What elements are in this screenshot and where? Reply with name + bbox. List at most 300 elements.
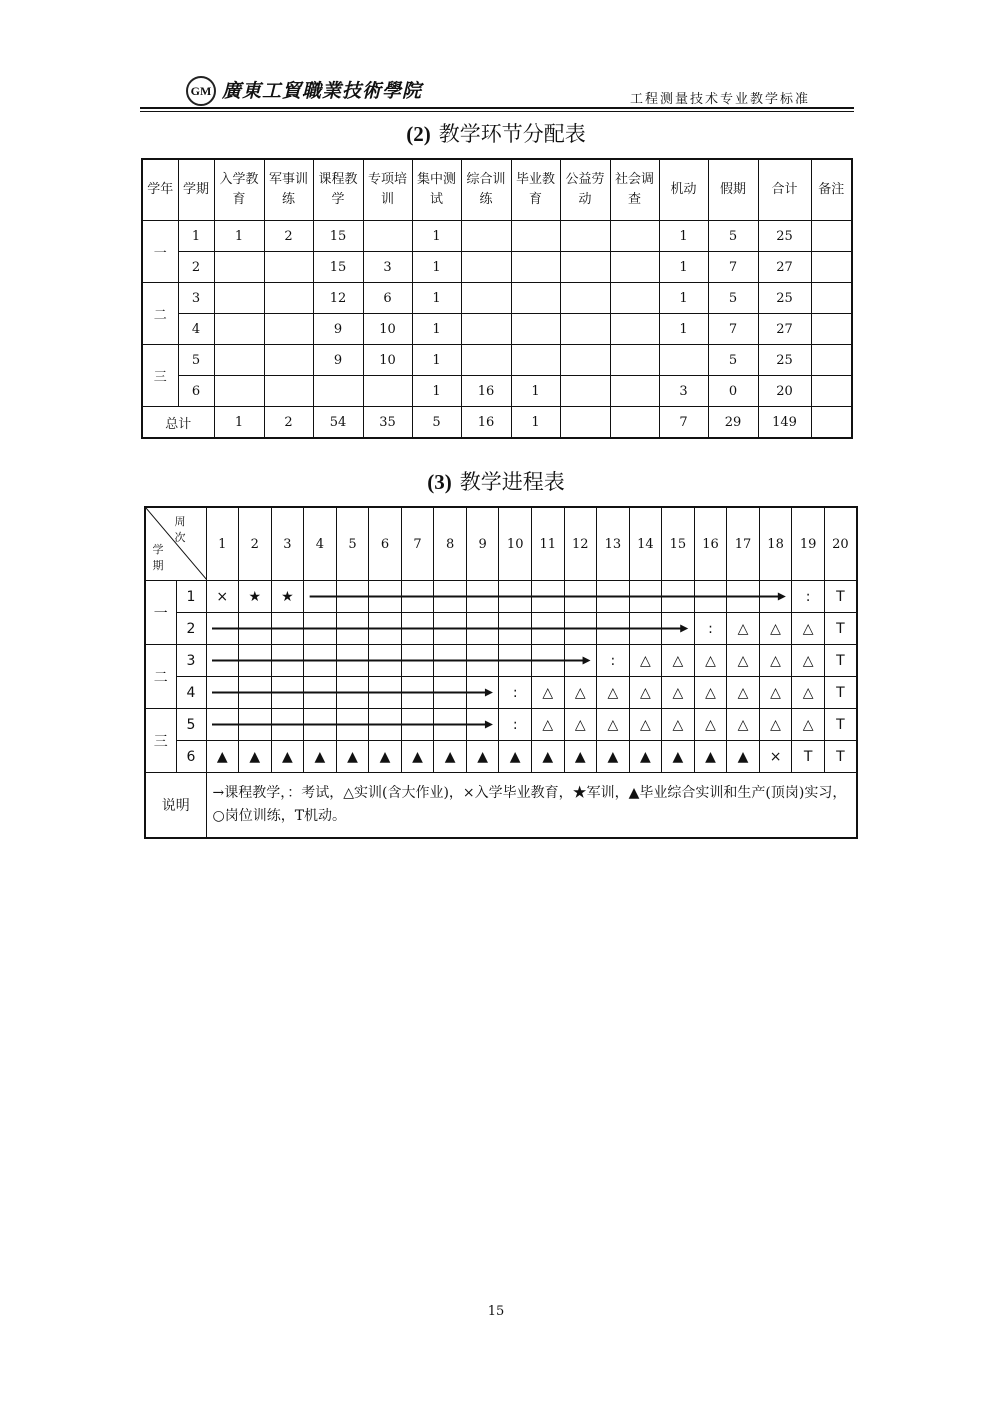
section2-heading: 教学环节分配表 xyxy=(438,122,586,146)
data-cell: 7 xyxy=(708,314,758,345)
header-rule-thin xyxy=(140,111,854,112)
week-cell xyxy=(531,613,564,645)
data-cell: 15 xyxy=(313,252,363,283)
year-cell: 三 xyxy=(142,345,178,407)
week-cell xyxy=(304,613,337,645)
data-cell: 1 xyxy=(412,345,461,376)
total-cell xyxy=(811,407,852,439)
data-cell xyxy=(264,376,313,407)
data-cell xyxy=(811,252,852,283)
term-cell: 1 xyxy=(176,581,206,613)
legend-text: →课程教学，：考试，△实训(含大作业)，×入学毕业教育，★军训，▲毕业综合实训和生产(顶岗)实习，○岗位训练，T机动。 xyxy=(206,773,857,839)
year-cell: 二 xyxy=(145,645,176,709)
data-cell xyxy=(560,314,610,345)
data-cell xyxy=(214,376,264,407)
term-cell: 5 xyxy=(176,709,206,741)
week-cell: ▲ xyxy=(531,741,564,773)
data-cell xyxy=(264,314,313,345)
week-cell: △ xyxy=(759,677,792,709)
week-cell: △ xyxy=(564,677,597,709)
week-cell: △ xyxy=(629,677,662,709)
data-cell xyxy=(811,314,852,345)
term-cell: 3 xyxy=(178,283,214,314)
week-header: 9 xyxy=(466,507,499,581)
school-name: 廣東工貿職業技術學院 xyxy=(222,80,423,102)
week-cell: △ xyxy=(597,709,630,741)
week-cell xyxy=(499,581,532,613)
week-header: 1 xyxy=(206,507,239,581)
week-cell: T xyxy=(824,709,857,741)
total-cell: 1 xyxy=(214,407,264,439)
data-cell xyxy=(511,252,560,283)
week-cell xyxy=(531,645,564,677)
data-cell xyxy=(461,283,511,314)
data-cell xyxy=(610,376,659,407)
week-cell xyxy=(336,613,369,645)
week-header: 19 xyxy=(792,507,825,581)
data-cell xyxy=(560,345,610,376)
section3-heading: 教学进程表 xyxy=(459,470,565,494)
week-cell: ▲ xyxy=(629,741,662,773)
data-cell xyxy=(610,221,659,252)
week-cell xyxy=(499,613,532,645)
total-cell: 149 xyxy=(758,407,811,439)
data-cell: 10 xyxy=(363,314,412,345)
week-cell xyxy=(564,645,597,677)
week-cell xyxy=(206,645,239,677)
week-cell: △ xyxy=(727,709,760,741)
week-cell xyxy=(401,677,434,709)
data-cell: 12 xyxy=(313,283,363,314)
week-cell: ▲ xyxy=(336,741,369,773)
week-header: 13 xyxy=(597,507,630,581)
week-cell: △ xyxy=(759,613,792,645)
week-header: 12 xyxy=(564,507,597,581)
table-row xyxy=(142,283,852,314)
term-row xyxy=(145,645,857,677)
table-row xyxy=(142,345,852,376)
data-cell: 5 xyxy=(708,345,758,376)
year-cell: 二 xyxy=(142,283,178,345)
week-cell: △ xyxy=(564,709,597,741)
week-cell: ▲ xyxy=(694,741,727,773)
data-cell: 7 xyxy=(708,252,758,283)
week-cell: △ xyxy=(759,645,792,677)
week-label: 周次 xyxy=(174,515,186,544)
total-cell: 54 xyxy=(313,407,363,439)
data-cell xyxy=(214,314,264,345)
week-cell xyxy=(369,613,402,645)
week-cell xyxy=(336,709,369,741)
term-cell: 3 xyxy=(176,645,206,677)
data-cell xyxy=(461,314,511,345)
data-cell xyxy=(264,283,313,314)
week-cell xyxy=(434,581,467,613)
total-cell: 2 xyxy=(264,407,313,439)
data-cell xyxy=(264,345,313,376)
data-cell xyxy=(610,283,659,314)
total-row xyxy=(142,407,852,439)
data-cell xyxy=(511,314,560,345)
week-cell: ▲ xyxy=(662,741,695,773)
week-cell xyxy=(466,645,499,677)
column-header: 学期 xyxy=(178,159,214,221)
data-cell xyxy=(511,345,560,376)
week-cell xyxy=(239,613,272,645)
data-cell xyxy=(264,252,313,283)
week-header: 10 xyxy=(499,507,532,581)
data-cell xyxy=(511,283,560,314)
week-cell xyxy=(434,613,467,645)
column-header: 毕业教育 xyxy=(511,159,560,221)
data-cell: 10 xyxy=(363,345,412,376)
data-cell: 6 xyxy=(363,283,412,314)
week-cell: △ xyxy=(727,677,760,709)
data-cell: 1 xyxy=(412,283,461,314)
column-header: 公益劳动 xyxy=(560,159,610,221)
data-cell: 3 xyxy=(659,376,708,407)
data-cell xyxy=(363,376,412,407)
week-header: 5 xyxy=(336,507,369,581)
week-cell: ▲ xyxy=(369,741,402,773)
week-cell xyxy=(759,581,792,613)
week-cell: : xyxy=(499,709,532,741)
week-cell: ▲ xyxy=(564,741,597,773)
term-cell: 1 xyxy=(178,221,214,252)
data-cell xyxy=(560,252,610,283)
data-cell: 1 xyxy=(659,283,708,314)
year-cell: 一 xyxy=(142,221,178,283)
week-cell xyxy=(694,581,727,613)
column-header: 专项培训 xyxy=(363,159,412,221)
week-cell xyxy=(239,645,272,677)
data-cell: 1 xyxy=(412,252,461,283)
data-cell: 9 xyxy=(313,314,363,345)
week-cell xyxy=(401,581,434,613)
term-cell: 6 xyxy=(176,741,206,773)
total-label: 总计 xyxy=(142,407,214,439)
column-header: 合计 xyxy=(758,159,811,221)
data-cell: 1 xyxy=(412,314,461,345)
week-cell: ▲ xyxy=(271,741,304,773)
data-cell xyxy=(811,376,852,407)
legend-label: 说明 xyxy=(145,773,206,839)
total-cell: 5 xyxy=(412,407,461,439)
data-cell xyxy=(610,345,659,376)
week-header: 16 xyxy=(694,507,727,581)
week-cell: △ xyxy=(662,709,695,741)
week-cell xyxy=(271,709,304,741)
week-header: 14 xyxy=(629,507,662,581)
week-cell xyxy=(271,645,304,677)
week-cell: △ xyxy=(792,645,825,677)
table-row xyxy=(142,252,852,283)
year-cell: 三 xyxy=(145,709,176,773)
week-cell xyxy=(304,581,337,613)
data-cell xyxy=(461,221,511,252)
week-header: 3 xyxy=(271,507,304,581)
week-cell xyxy=(401,613,434,645)
allocation-table xyxy=(141,158,853,439)
week-cell xyxy=(466,709,499,741)
term-row xyxy=(145,709,857,741)
total-cell: 16 xyxy=(461,407,511,439)
page-header xyxy=(140,70,854,110)
data-cell xyxy=(811,283,852,314)
column-header: 综合训练 xyxy=(461,159,511,221)
week-cell xyxy=(369,645,402,677)
column-header: 备注 xyxy=(811,159,852,221)
term-cell: 4 xyxy=(178,314,214,345)
term-row xyxy=(145,677,857,709)
legend-row xyxy=(145,773,857,839)
week-cell xyxy=(304,677,337,709)
week-cell xyxy=(239,709,272,741)
data-cell: 25 xyxy=(758,283,811,314)
week-cell xyxy=(499,645,532,677)
week-cell: ★ xyxy=(239,581,272,613)
data-cell: 27 xyxy=(758,252,811,283)
week-cell: ▲ xyxy=(466,741,499,773)
data-cell xyxy=(610,252,659,283)
week-header: 20 xyxy=(824,507,857,581)
data-cell: 16 xyxy=(461,376,511,407)
data-cell: 15 xyxy=(313,221,363,252)
total-cell xyxy=(610,407,659,439)
week-cell xyxy=(434,677,467,709)
term-row xyxy=(145,581,857,613)
week-cell xyxy=(564,581,597,613)
week-cell xyxy=(369,677,402,709)
week-cell: △ xyxy=(531,677,564,709)
column-header: 机动 xyxy=(659,159,708,221)
table-row xyxy=(142,221,852,252)
data-cell xyxy=(363,221,412,252)
total-cell: 35 xyxy=(363,407,412,439)
week-cell xyxy=(597,581,630,613)
week-cell: △ xyxy=(727,613,760,645)
week-cell xyxy=(662,581,695,613)
week-header: 8 xyxy=(434,507,467,581)
total-cell: 1 xyxy=(511,407,560,439)
table-row xyxy=(142,314,852,345)
week-header: 17 xyxy=(727,507,760,581)
week-cell xyxy=(466,677,499,709)
data-cell: 9 xyxy=(313,345,363,376)
data-cell xyxy=(214,283,264,314)
week-cell xyxy=(434,645,467,677)
week-cell xyxy=(336,645,369,677)
progress-table xyxy=(144,506,858,839)
week-cell: : xyxy=(597,645,630,677)
data-cell xyxy=(610,314,659,345)
week-header: 4 xyxy=(304,507,337,581)
data-cell: 5 xyxy=(708,221,758,252)
data-cell: 1 xyxy=(659,252,708,283)
week-cell: : xyxy=(792,581,825,613)
school-logo: GM xyxy=(186,76,216,106)
data-cell: 0 xyxy=(708,376,758,407)
week-cell: ▲ xyxy=(499,741,532,773)
week-header: 7 xyxy=(401,507,434,581)
week-cell: △ xyxy=(629,709,662,741)
week-cell: ▲ xyxy=(597,741,630,773)
week-cell: △ xyxy=(792,709,825,741)
section2-title xyxy=(0,118,992,148)
column-header: 入学教育 xyxy=(214,159,264,221)
week-cell xyxy=(336,677,369,709)
data-cell: 1 xyxy=(214,221,264,252)
term-cell: 6 xyxy=(178,376,214,407)
total-cell: 7 xyxy=(659,407,708,439)
data-cell: 20 xyxy=(758,376,811,407)
week-cell xyxy=(206,709,239,741)
week-cell xyxy=(271,677,304,709)
week-cell xyxy=(401,709,434,741)
week-cell: : xyxy=(499,677,532,709)
data-cell xyxy=(560,376,610,407)
week-cell xyxy=(271,613,304,645)
week-cell xyxy=(206,613,239,645)
column-header: 学年 xyxy=(142,159,178,221)
data-cell: 5 xyxy=(708,283,758,314)
week-cell: × xyxy=(759,741,792,773)
week-cell: : xyxy=(694,613,727,645)
term-label: 学期 xyxy=(152,543,164,572)
week-cell: × xyxy=(206,581,239,613)
week-cell xyxy=(206,677,239,709)
data-cell xyxy=(313,376,363,407)
section3-number: (3) xyxy=(427,470,452,494)
week-cell xyxy=(369,581,402,613)
data-cell xyxy=(659,345,708,376)
column-header: 社会调查 xyxy=(610,159,659,221)
week-cell: T xyxy=(824,645,857,677)
column-header: 课程教学 xyxy=(313,159,363,221)
data-cell xyxy=(560,221,610,252)
week-cell: ★ xyxy=(271,581,304,613)
data-cell xyxy=(560,283,610,314)
header-rule xyxy=(140,107,854,109)
week-cell xyxy=(466,581,499,613)
document-title: 工程测量技术专业教学标准 xyxy=(629,92,810,107)
week-cell: △ xyxy=(792,677,825,709)
total-cell xyxy=(560,407,610,439)
data-cell xyxy=(511,221,560,252)
data-cell: 2 xyxy=(264,221,313,252)
column-header: 军事训练 xyxy=(264,159,313,221)
week-cell: △ xyxy=(662,677,695,709)
data-cell xyxy=(461,252,511,283)
week-cell: ▲ xyxy=(401,741,434,773)
data-cell: 25 xyxy=(758,345,811,376)
week-cell: ▲ xyxy=(304,741,337,773)
data-cell: 1 xyxy=(511,376,560,407)
data-cell xyxy=(214,345,264,376)
term-row xyxy=(145,741,857,773)
data-cell xyxy=(811,345,852,376)
week-cell: T xyxy=(792,741,825,773)
week-cell xyxy=(434,709,467,741)
data-cell: 1 xyxy=(412,221,461,252)
data-cell: 1 xyxy=(412,376,461,407)
term-cell: 4 xyxy=(176,677,206,709)
week-header: 2 xyxy=(239,507,272,581)
week-cell xyxy=(727,581,760,613)
corner-cell xyxy=(145,507,206,581)
week-cell: ▲ xyxy=(434,741,467,773)
page-number: 15 xyxy=(487,1304,505,1319)
section3-title xyxy=(0,466,992,496)
data-cell: 27 xyxy=(758,314,811,345)
data-cell xyxy=(214,252,264,283)
data-cell: 25 xyxy=(758,221,811,252)
column-header: 假期 xyxy=(708,159,758,221)
week-header: 18 xyxy=(759,507,792,581)
term-cell: 2 xyxy=(178,252,214,283)
column-header: 集中测试 xyxy=(412,159,461,221)
data-cell: 1 xyxy=(659,314,708,345)
week-cell: △ xyxy=(694,677,727,709)
week-cell xyxy=(304,645,337,677)
week-cell: △ xyxy=(759,709,792,741)
data-cell xyxy=(461,345,511,376)
week-header-row xyxy=(145,507,857,581)
data-cell: 1 xyxy=(659,221,708,252)
week-cell xyxy=(531,581,564,613)
week-cell xyxy=(466,613,499,645)
week-cell: △ xyxy=(531,709,564,741)
data-cell xyxy=(811,221,852,252)
week-cell: T xyxy=(824,581,857,613)
week-cell xyxy=(369,709,402,741)
week-cell: ▲ xyxy=(239,741,272,773)
total-cell: 29 xyxy=(708,407,758,439)
week-cell xyxy=(629,613,662,645)
week-cell xyxy=(304,709,337,741)
week-cell: ▲ xyxy=(206,741,239,773)
term-cell: 5 xyxy=(178,345,214,376)
week-cell xyxy=(239,677,272,709)
week-cell xyxy=(401,645,434,677)
week-header: 6 xyxy=(369,507,402,581)
term-cell: 2 xyxy=(176,613,206,645)
data-cell: 3 xyxy=(363,252,412,283)
week-cell: △ xyxy=(727,645,760,677)
week-cell: △ xyxy=(597,677,630,709)
year-cell: 一 xyxy=(145,581,176,645)
term-row xyxy=(145,613,857,645)
week-cell: △ xyxy=(694,645,727,677)
week-cell: △ xyxy=(662,645,695,677)
week-cell: △ xyxy=(792,613,825,645)
week-header: 15 xyxy=(662,507,695,581)
week-cell: △ xyxy=(629,645,662,677)
week-cell xyxy=(336,581,369,613)
week-cell: T xyxy=(824,613,857,645)
week-cell xyxy=(564,613,597,645)
week-cell: T xyxy=(824,741,857,773)
week-cell: T xyxy=(824,677,857,709)
week-cell xyxy=(629,581,662,613)
week-cell: ▲ xyxy=(727,741,760,773)
section2-number: (2) xyxy=(406,122,431,146)
week-cell xyxy=(597,613,630,645)
week-cell: △ xyxy=(694,709,727,741)
week-header: 11 xyxy=(531,507,564,581)
week-cell xyxy=(662,613,695,645)
table-row xyxy=(142,376,852,407)
